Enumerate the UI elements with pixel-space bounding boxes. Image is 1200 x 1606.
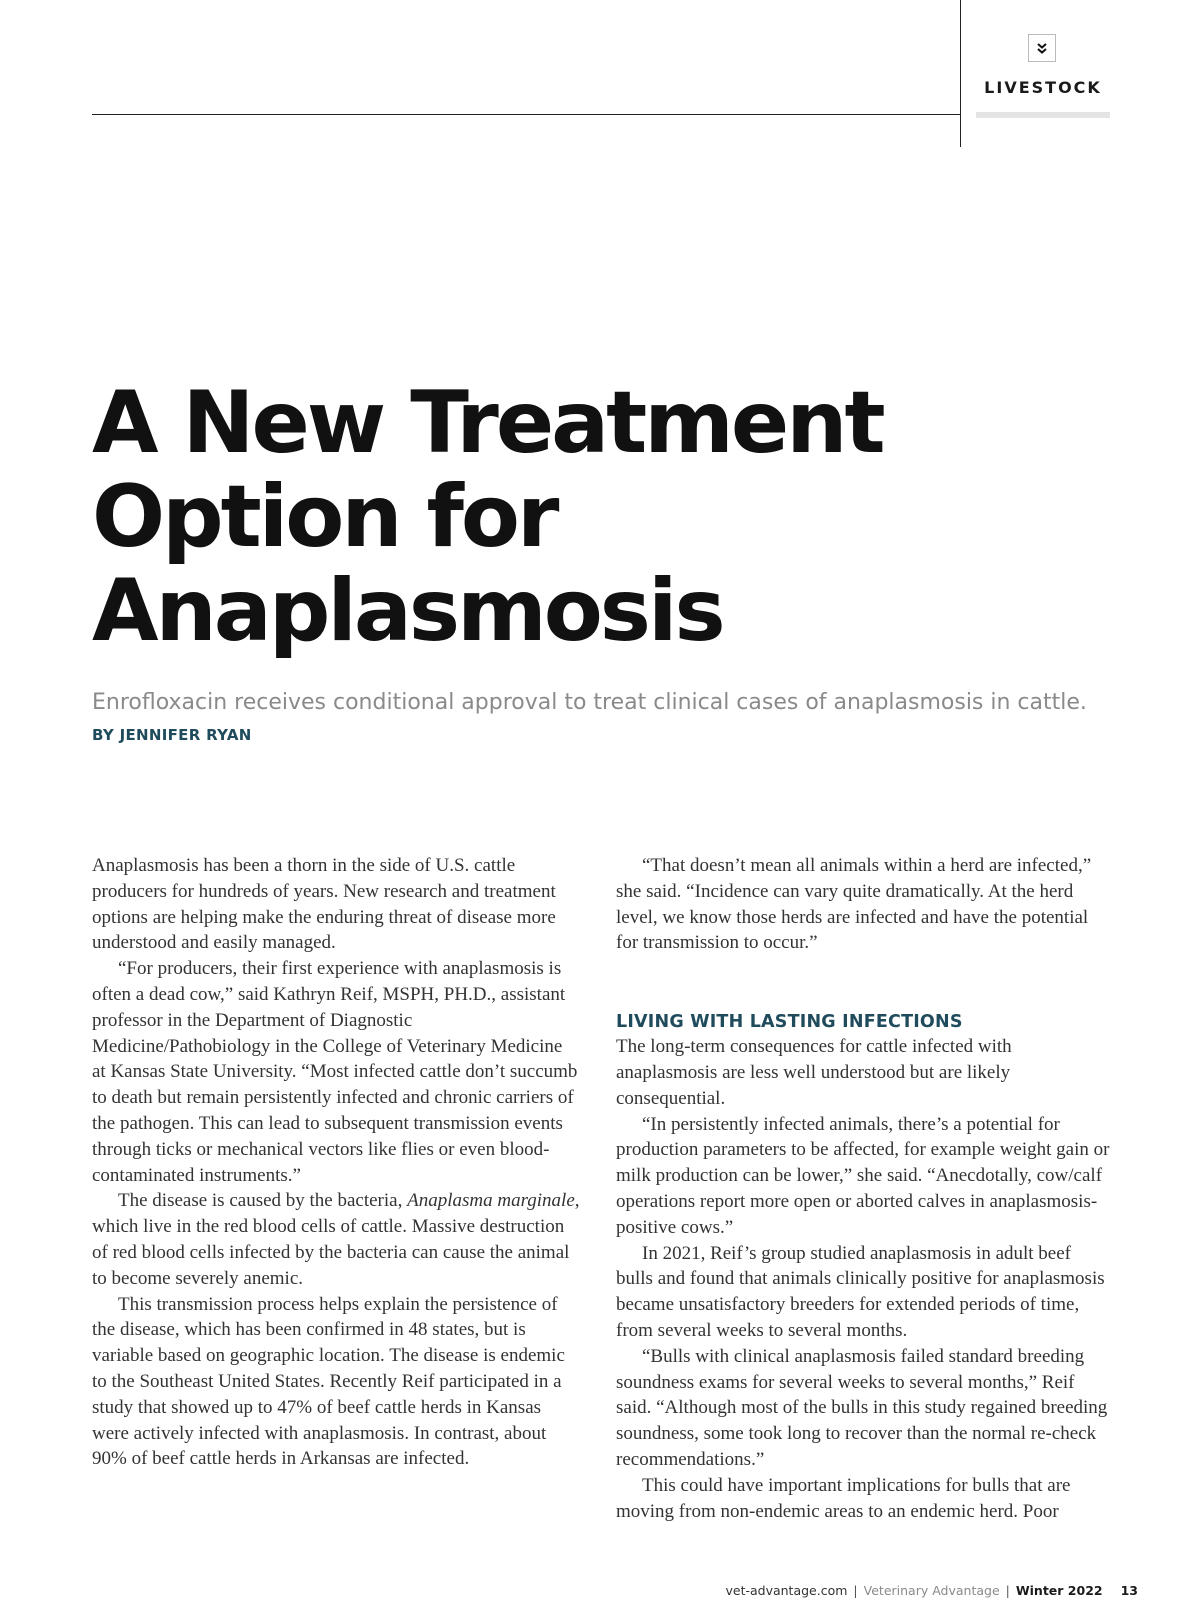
body-paragraph: “That doesn’t mean all animals within a herd are infected,” she said. “Incidence can vary quite dramatically. At the herd level, we know those herds are infected and have the potential for transmission to occur.”	[616, 855, 1092, 954]
header-vertical-rule	[960, 0, 961, 147]
article-dek: Enrofloxacin receives conditional approval to treat clinical cases of anaplasmosis in cattle.	[92, 690, 1087, 715]
body-paragraph: “For producers, their first experience with anaplasmosis is often a dead cow,” said Kathryn Reif, MSPH, PH.D., assistant professor in the Department of Diagnostic Medicine/Pathobiology in the College of Veterinary Medicine at Kansas State University. “Most infected cattle don’t succumb to death but remain persistently infected and chronic carriers of the pathogen. This can lead to subsequent transmission events through ticks or mechanical vectors like flies or even blood-contaminated instruments.”	[92, 958, 578, 1186]
body-column-left	[92, 853, 580, 1472]
text-run: , which live in the red blood cells of cattle. Massive destruction of red blood cells infected by the bacteria can cause the animal to become severely anemic.	[92, 1190, 580, 1289]
text-run: The disease is caused by the bacteria,	[118, 1190, 408, 1212]
page-number: 13	[1120, 1583, 1138, 1598]
section-label-bar	[976, 112, 1110, 118]
body-paragraph: This could have important implications for bulls that are moving from non-endemic areas to an endemic herd. Poor	[616, 1474, 1071, 1522]
body-column-right	[616, 853, 1112, 1524]
subhead: LIVING WITH LASTING INFECTIONS	[616, 1012, 963, 1033]
page-footer	[725, 1583, 1138, 1598]
footer-separator: |	[1005, 1583, 1010, 1598]
double-chevron-down-icon	[1028, 34, 1056, 62]
body-paragraph	[92, 1188, 580, 1291]
title-line: Option for	[92, 467, 557, 567]
header-rule	[92, 114, 960, 115]
footer-magazine: Veterinary Advantage	[863, 1583, 1000, 1598]
byline: BY JENNIFER RYAN	[92, 726, 252, 744]
footer-separator: |	[853, 1583, 858, 1598]
section-spacer	[616, 956, 1112, 1010]
body-paragraph: Anaplasmosis has been a thorn in the side of U.S. cattle producers for hundreds of years. New research and treatment options are helping make the enduring threat of disease more understood and easily managed.	[92, 855, 556, 954]
body-paragraph: This transmission process helps explain the persistence of the disease, which has been confirmed in 48 states, but is variable based on geographic location. The disease is endemic to the Southeast United States. Recently Reif participated in a study that showed up to 47% of beef cattle herds in Kansas were actively infected with anaplasmosis. In contrast, about 90% of beef cattle herds in Arkansas are infected.	[92, 1293, 565, 1470]
body-paragraph: The long-term consequences for cattle infected with anaplasmosis are less well understood but are likely consequential.	[616, 1036, 1012, 1109]
footer-site: vet-advantage.com	[725, 1583, 848, 1598]
title-line: Anaplasmosis	[92, 561, 723, 661]
section-label: LIVESTOCK	[984, 78, 1102, 97]
body-paragraph: “In persistently infected animals, there’s a potential for production parameters to be affected, for example weight gain or milk production can be lower,” she said. “Anecdotally, cow/calf operations report more open or aborted calves in anaplasmosis-positive cows.”	[616, 1113, 1110, 1238]
body-paragraph: In 2021, Reif’s group studied anaplasmosis in adult beef bulls and found that animals clinically positive for anaplasmosis became unsatisfactory breeders for extended periods of time, from several weeks to several months.	[616, 1242, 1105, 1341]
title-line: A New Treatment	[92, 373, 883, 473]
article-title	[92, 373, 992, 661]
body-paragraph: “Bulls with clinical anaplasmosis failed standard breeding soundness exams for several weeks to several months,” Reif said. “Although most of the bulls in this study regained breeding soundness, some took long to recover than the normal re-check recommendations.”	[616, 1345, 1108, 1470]
footer-issue: Winter 2022	[1015, 1583, 1103, 1598]
species-name: Anaplasma marginale	[407, 1190, 575, 1212]
